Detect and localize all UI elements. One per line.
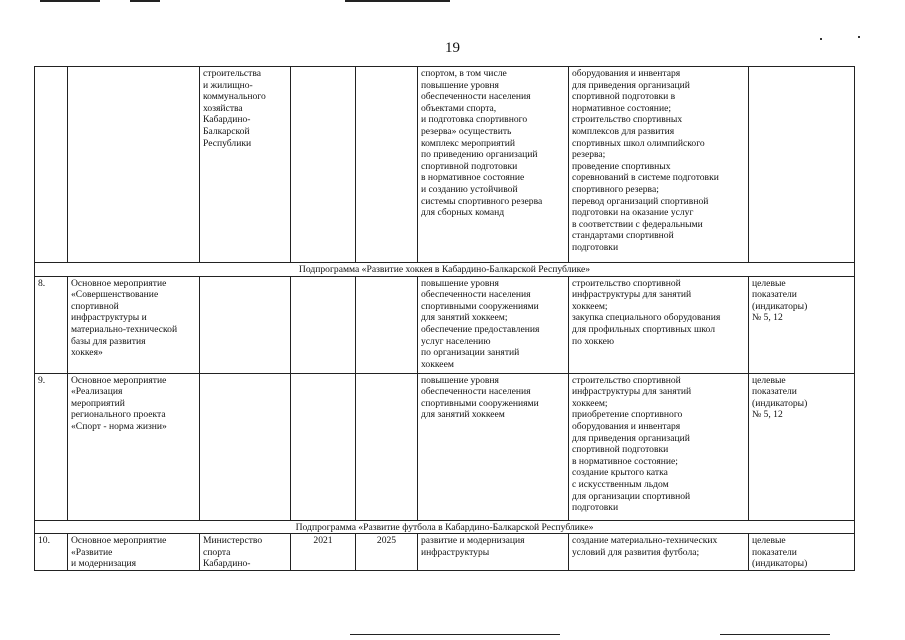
executor [200, 373, 291, 520]
table-row [35, 276, 855, 373]
end-year [356, 67, 418, 263]
expected-result: спортом, в том числе повышение уровня обеспеченности населения объектами спорта, и подготовка спортивного резерва» осуществить комплекс мероприятий по приведению организаций спортивной подготовки в нормативное состояние и созданию устойчивой системы спортивного резерва для сборных команд [418, 67, 569, 263]
section-title-hockey: Подпрограмма «Развитие хоккея в Кабардино-Балкарской Республике» [35, 263, 855, 277]
indicators: целевые показатели (индикаторы) [749, 534, 855, 571]
start-year: 2021 [291, 534, 356, 571]
section-title-football: Подпрограмма «Развитие футбола в Кабардино-Балкарской Республике» [35, 520, 855, 534]
end-year [356, 276, 418, 373]
measure-content: строительство спортивной инфраструктуры для занятий хоккеем; приобретение спортивного оборудования и инвентаря для приведения организаций спортивной подготовки в нормативное состояние; создание крытого катка с искусственным льдом для организации спортивной подготовки [569, 373, 749, 520]
measure-name: Основное мероприятие «Совершенствование спортивной инфраструктуры и материально-технической базы для развития хоккея» [68, 276, 200, 373]
executor [200, 276, 291, 373]
measure-name [68, 67, 200, 263]
page-number: 19 [445, 40, 460, 56]
measure-name: Основное мероприятие «Реализация мероприятий регионального проекта «Спорт - норма жизни» [68, 373, 200, 520]
scan-speck [858, 36, 860, 38]
indicators: целевые показатели (индикаторы) № 5, 12 [749, 276, 855, 373]
end-year: 2025 [356, 534, 418, 571]
end-year [356, 373, 418, 520]
row-number: 10. [35, 534, 68, 571]
scan-artifact-bottom-2 [720, 634, 830, 635]
indicators [749, 67, 855, 263]
executor: Министерство спорта Кабардино- [200, 534, 291, 571]
table-row [35, 534, 855, 571]
start-year [291, 276, 356, 373]
indicators: целевые показатели (индикаторы) № 5, 12 [749, 373, 855, 520]
measure-name: Основное мероприятие «Развитие и модернизация [68, 534, 200, 571]
section-row [35, 520, 855, 534]
scan-artifact-bottom-1 [350, 634, 560, 635]
scan-artifact-top-2 [130, 0, 160, 2]
executor: строительства и жилищно- коммунального хозяйства Кабардино- Балкарской Республики [200, 67, 291, 263]
section-row [35, 263, 855, 277]
row-number: 9. [35, 373, 68, 520]
expected-result: развитие и модернизация инфраструктуры [418, 534, 569, 571]
scan-artifact-top-1 [40, 0, 100, 2]
program-table [34, 66, 855, 571]
expected-result: повышение уровня обеспеченности населения спортивными сооружениями для занятий хоккеем; обеспечение предоставления услуг населению по организации занятий хоккеем [418, 276, 569, 373]
scan-artifact-top-3 [345, 0, 450, 2]
table-row [35, 67, 855, 263]
start-year [291, 373, 356, 520]
measure-content: оборудования и инвентаря для приведения организаций спортивной подготовки в нормативное состояние; строительство спортивных комплексов для развития спортивных школ олимпийского резерва; проведение спортивных соревнований в системе подготовки спортивного резерва; перевод организаций спортивной подготовки на оказание услуг в соответствии с федеральными стандартами спортивной подготовки [569, 67, 749, 263]
row-number: 8. [35, 276, 68, 373]
start-year [291, 67, 356, 263]
table-row [35, 373, 855, 520]
measure-content: создание материально-технических условий для развития футбола; [569, 534, 749, 571]
row-number [35, 67, 68, 263]
measure-content: строительство спортивной инфраструктуры для занятий хоккеем; закупка специального оборудования для профильных спортивных школ по хоккею [569, 276, 749, 373]
expected-result: повышение уровня обеспеченности населения спортивными сооружениями для занятий хоккеем [418, 373, 569, 520]
